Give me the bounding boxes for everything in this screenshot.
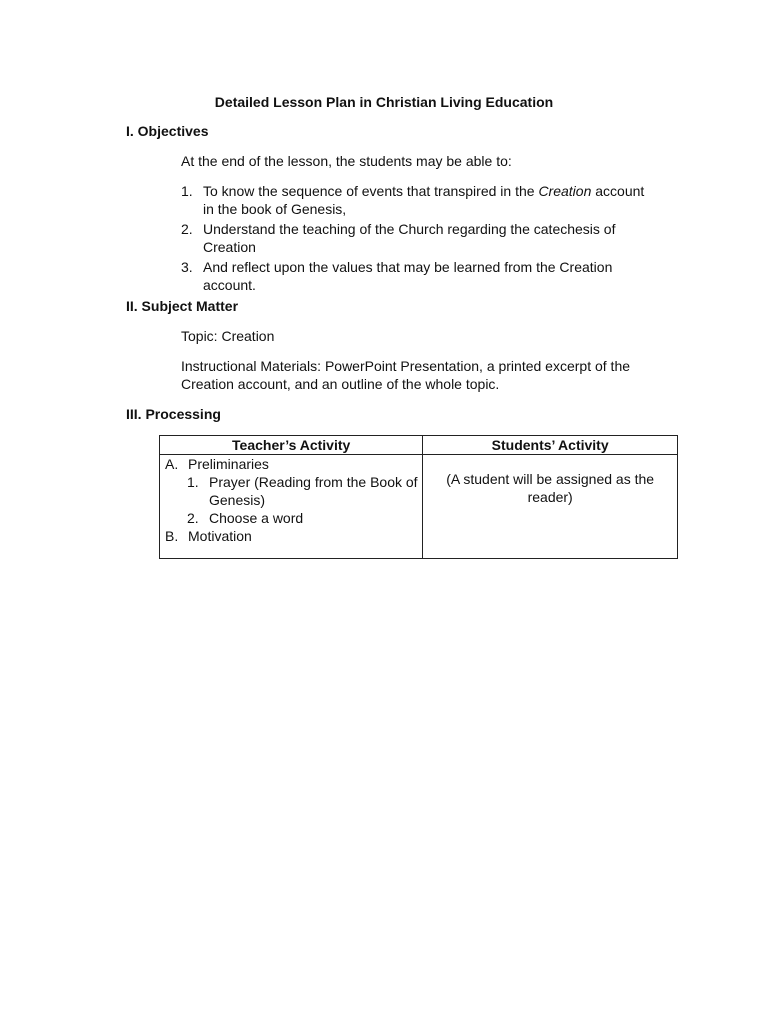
- table-header-row: [160, 436, 678, 455]
- preliminaries-sub-list: [165, 473, 418, 527]
- activity-label: Preliminaries: [188, 456, 269, 472]
- objective-item: [181, 220, 651, 256]
- sub-item-choose-word: [187, 509, 418, 527]
- processing-table: [159, 435, 678, 559]
- objective-text: And reflect upon the values that may be learned from the Creation account.: [203, 259, 613, 293]
- subject-topic: Topic: Creation: [181, 328, 275, 344]
- sub-item-number: 1.: [187, 474, 199, 490]
- activity-letter: A.: [165, 456, 179, 472]
- objective-text: To know the sequence of events that transpired in the: [203, 183, 539, 199]
- document-title: Detailed Lesson Plan in Christian Living Education: [214, 94, 554, 110]
- sub-item-number: 2.: [187, 510, 199, 526]
- activity-label: Motivation: [188, 528, 252, 544]
- objective-text: Understand the teaching of the Church regarding the catechesis of Creation: [203, 221, 616, 255]
- students-activity-cell: [423, 455, 678, 559]
- objective-number: 2.: [181, 221, 193, 237]
- subject-materials: Instructional Materials: PowerPoint Presentation, a printed excerpt of the Creation account, and an outline of the whole topic.: [181, 358, 631, 392]
- activity-item-motivation: [165, 527, 418, 545]
- sub-item-text: Choose a word: [209, 510, 304, 526]
- sub-item-prayer: [187, 473, 418, 509]
- objectives-intro: At the end of the lesson, the students may be able to:: [181, 153, 512, 169]
- objective-item: [181, 182, 651, 218]
- objectives-heading: I. Objectives: [126, 123, 209, 139]
- students-activity-text: (A student will be assigned as the reader): [446, 471, 655, 505]
- objective-number: 1.: [181, 183, 193, 199]
- teacher-activity-cell: [160, 455, 423, 559]
- processing-heading: III. Processing: [126, 406, 221, 422]
- subject-matter-heading: II. Subject Matter: [126, 298, 239, 314]
- objective-item: [181, 258, 651, 294]
- teacher-activity-header: Teacher’s Activity: [160, 436, 423, 455]
- objective-text-after: account in the book of Genesis,: [203, 183, 645, 217]
- students-activity-header: Students’ Activity: [423, 436, 678, 455]
- activity-item-preliminaries: [165, 455, 418, 473]
- objective-emphasis: Creation: [538, 183, 592, 199]
- table-row: [160, 455, 678, 559]
- activity-letter: B.: [165, 528, 179, 544]
- objective-number: 3.: [181, 259, 193, 275]
- sub-item-text: Prayer (Reading from the Book of Genesis): [209, 474, 418, 508]
- objectives-list: [181, 182, 651, 296]
